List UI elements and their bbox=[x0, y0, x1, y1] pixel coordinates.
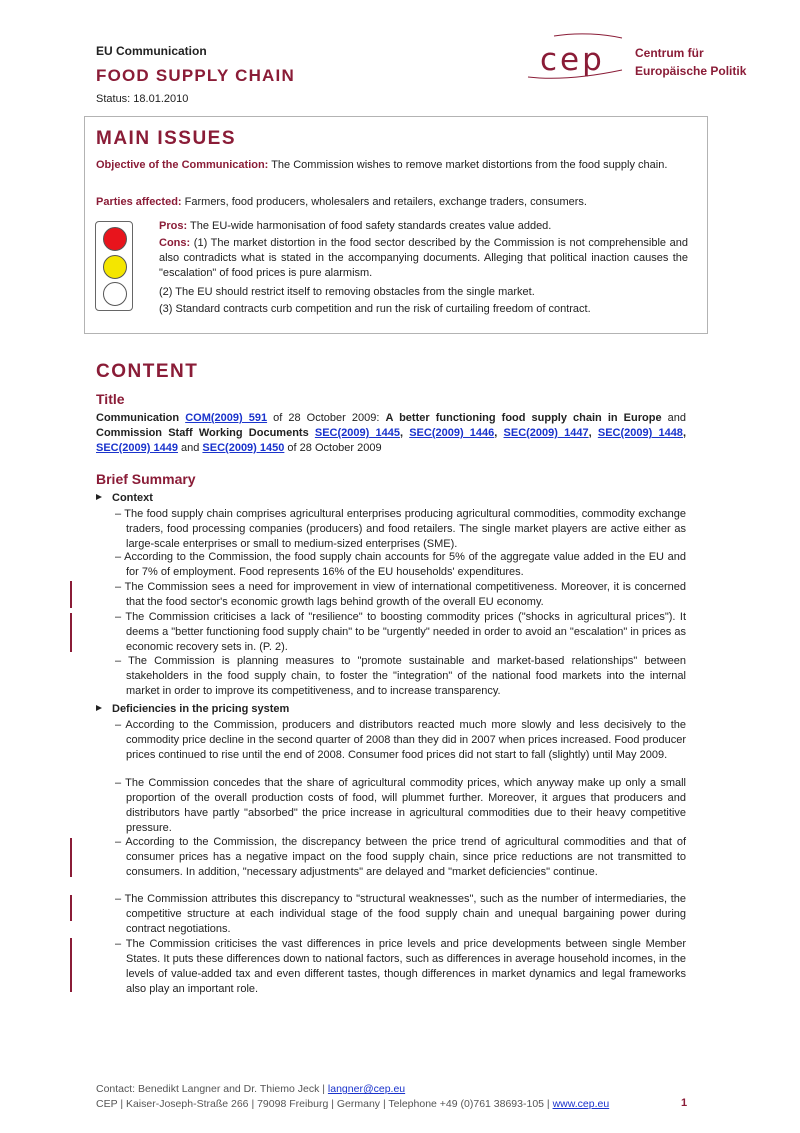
link-sec-2009-1448[interactable]: SEC(2009) 1448 bbox=[597, 427, 683, 439]
cons-paragraph bbox=[159, 236, 688, 281]
footer-contact-text: Contact: Benedikt Langner and Dr. Thiemo Jeck | bbox=[96, 1083, 328, 1095]
title-paragraph bbox=[96, 411, 686, 456]
document-series: EU Communication bbox=[96, 44, 207, 58]
title-sep-1: , bbox=[399, 427, 410, 439]
objective-paragraph bbox=[96, 158, 688, 173]
title-sep-3: , bbox=[588, 427, 598, 439]
list-item: – The Commission attributes this discrepancy to "structural weaknesses", such as the number of intermediaries, the competitive structure at each individual stage of the food supply chain and unequal bargaining power during contract negotiations. bbox=[115, 893, 686, 935]
list-item: – According to the Commission, the food supply chain accounts for 5% of the aggregate value added in the EU and for 7% of employment. Food represents 16% of the EU households' expenditures. bbox=[115, 551, 686, 578]
cons-label: Cons: bbox=[159, 237, 191, 249]
title-sep-4: , bbox=[682, 427, 686, 439]
bullet-arrow-icon bbox=[96, 494, 102, 500]
pros-label: Pros: bbox=[159, 220, 188, 232]
title-text-1: Communication bbox=[96, 412, 186, 424]
red-light-icon bbox=[103, 227, 127, 251]
content-heading: CONTENT bbox=[96, 361, 199, 382]
logo-org-line1: Centrum für bbox=[635, 46, 704, 60]
link-sec-2009-1450[interactable]: SEC(2009) 1450 bbox=[202, 442, 285, 454]
title-bold-2: Commission Staff Working Documents bbox=[96, 427, 315, 439]
objective-label: Objective of the Communication: bbox=[96, 159, 269, 171]
title-bold-1: A better functioning food supply chain in Europe bbox=[385, 412, 662, 424]
bullet-arrow-icon bbox=[96, 705, 102, 711]
list-item: – The Commission criticises a lack of "resilience" to boosting commodity prices ("shocks in agricultural prices"). It deems a "better functioning food supply chain" to be "urgently" needed in order to avoid an "escalation" in prices as economic recovery sets in. (P. 2). bbox=[115, 611, 686, 653]
document-status: Status: 18.01.2010 bbox=[96, 93, 189, 105]
title-text-2: of 28 October 2009: bbox=[267, 412, 386, 424]
link-sec-2009-1445[interactable]: SEC(2009) 1445 bbox=[314, 427, 400, 439]
footer-address bbox=[96, 1098, 609, 1110]
title-text-3: and bbox=[661, 412, 687, 424]
change-marker bbox=[70, 581, 72, 608]
cons-item-3: (3) Standard contracts curb competition and run the risk of curtailing freedom of contract. bbox=[159, 303, 591, 315]
parties-label: Parties affected: bbox=[96, 196, 182, 208]
pros-paragraph bbox=[159, 219, 688, 234]
link-sec-2009-1447[interactable]: SEC(2009) 1447 bbox=[503, 427, 589, 439]
objective-text: The Commission wishes to remove market distortions from the food supply chain. bbox=[268, 159, 668, 171]
parties-paragraph bbox=[96, 195, 688, 210]
footer-address-text: CEP | Kaiser-Joseph-Straße 266 | 79098 Freiburg | Germany | Telephone +49 (0)761 38693-105 | bbox=[96, 1098, 553, 1110]
title-text-4: and bbox=[177, 442, 203, 454]
cons-item-2: (2) The EU should restrict itself to removing obstacles from the single market. bbox=[159, 286, 535, 298]
pros-text: The EU-wide harmonisation of food safety standards creates value added. bbox=[187, 220, 552, 232]
website-link[interactable]: www.cep.eu bbox=[552, 1098, 610, 1110]
cons-text: (1) The market distortion in the food sector described by the Commission is not comprehensible and also contradicts what is stated in the accompanying documents. Alleging that political inaction causes the "escalation" of food prices is pure alarmism. bbox=[159, 237, 688, 279]
link-sec-2009-1449[interactable]: SEC(2009) 1449 bbox=[96, 442, 178, 454]
change-marker bbox=[70, 895, 72, 921]
traffic-light-icon bbox=[95, 221, 133, 311]
logo-org-line2: Europäische Politik bbox=[635, 64, 747, 78]
context-heading bbox=[96, 492, 153, 504]
list-item: – The Commission criticises the vast differences in price levels and price developments between single Member States. It puts these differences down to national factors, such as differences in average household incomes, in the levels of value-added tax and even different tastes, though differences in market dynamics and legal frameworks also play an important role. bbox=[115, 938, 686, 995]
list-item: – According to the Commission, the discrepancy between the price trend of agricultural commodities and that of consumer prices has a negative impact on the food supply chain, since price reductions are not transmitted to consumers. In addition, "necessary adjustments" are delayed and "market deficiencies" continue. bbox=[115, 836, 686, 878]
parties-text: Farmers, food producers, wholesalers and retailers, exchange traders, consumers. bbox=[181, 196, 587, 208]
list-item: – The Commission sees a need for improvement in view of international competitiveness. Moreover, it is concerned that the food sector's economic growth lags behind growth of the overall EU economy. bbox=[115, 581, 686, 608]
link-com-2009-591[interactable]: COM(2009) 591 bbox=[185, 412, 268, 424]
list-item: – The food supply chain comprises agricultural enterprises producing agricultural commodities, commodity exchange traders, food processing companies (producers) and food retailers. The single market players are active either as large-scale enterprises or small to medium-sized enterprises (SME). bbox=[115, 508, 686, 550]
pricing-heading bbox=[96, 703, 289, 715]
context-heading-text: Context bbox=[112, 492, 153, 504]
change-marker bbox=[70, 613, 72, 652]
list-item: – The Commission is planning measures to "promote sustainable and market-based relationships" between stakeholders in the food supply chain, to foster the "integration" of the national food markets into the internal market in order to improve its competitiveness, and to increase transparency. bbox=[115, 655, 686, 697]
main-issues-heading: MAIN ISSUES bbox=[96, 128, 237, 149]
change-marker bbox=[70, 938, 72, 992]
list-item: – The Commission concedes that the share of agricultural commodity prices, which anyway make up only a small proportion of the overall production costs of food, will plummet further. Moreover, it argues that producers and distributors have partly "absorbed" the price increase in agricultural commodities due to their heavy competitive pressure. bbox=[115, 777, 686, 834]
title-sep-2: , bbox=[494, 427, 504, 439]
document-title: FOOD SUPPLY CHAIN bbox=[96, 66, 295, 85]
contact-email-link[interactable]: langner@cep.eu bbox=[327, 1083, 406, 1095]
white-light-icon bbox=[103, 282, 127, 306]
change-marker bbox=[70, 838, 72, 877]
logo-text: cep bbox=[540, 42, 605, 78]
footer-contact bbox=[96, 1083, 405, 1095]
link-sec-2009-1446[interactable]: SEC(2009) 1446 bbox=[409, 427, 495, 439]
pricing-heading-text: Deficiencies in the pricing system bbox=[112, 703, 290, 715]
brief-summary-heading: Brief Summary bbox=[96, 471, 196, 487]
page-number: 1 bbox=[681, 1097, 688, 1109]
title-text-5: of 28 October 2009 bbox=[284, 442, 382, 454]
list-item: – According to the Commission, producers and distributors reacted much more slowly and less decisively to the commodity price decline in the second quarter of 2008 than they did in 2007 when prices increased. Food producer prices continued to rise until the end of 2008. Consumer food prices did not start to fall (slightly) until May 2009. bbox=[115, 719, 686, 761]
yellow-light-icon bbox=[103, 255, 127, 279]
title-subheading: Title bbox=[96, 391, 125, 407]
